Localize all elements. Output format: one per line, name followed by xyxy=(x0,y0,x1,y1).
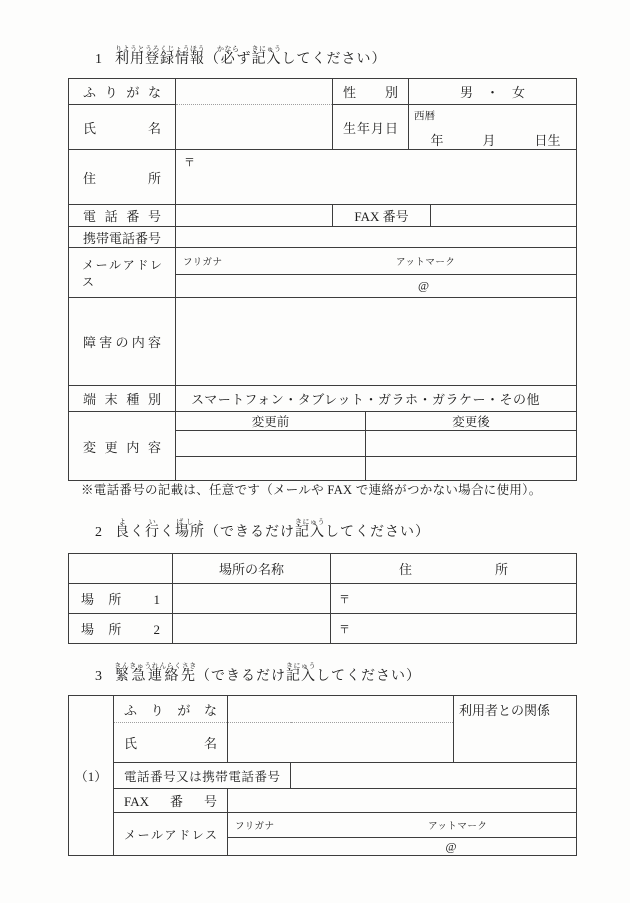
postal-mark: 〒 xyxy=(339,623,350,636)
email-kana-label: フリガナ xyxy=(183,258,223,268)
postal-mark: 〒 xyxy=(184,157,195,169)
postal-mark: 〒 xyxy=(339,593,350,606)
corner-cell xyxy=(69,554,173,584)
disability-label: 障害の内容 xyxy=(69,298,176,386)
table-row xyxy=(69,813,577,838)
contact-fax-label: FAX番号 xyxy=(114,789,228,813)
table-row xyxy=(69,696,577,723)
place-address-header: 住所 xyxy=(331,554,577,584)
contact-at-sign: @ xyxy=(445,839,457,853)
disability-input-cell[interactable] xyxy=(176,298,577,386)
section3-number: 3 xyxy=(95,669,102,684)
section2-title xyxy=(95,518,430,540)
email-input-cell[interactable] xyxy=(176,275,577,298)
contact-fax-input-cell[interactable] xyxy=(228,789,577,813)
table-row xyxy=(69,205,577,227)
contact-phone-label: 電話番号又は携帯電話番号 xyxy=(114,763,291,789)
fax-label: FAX 番号 xyxy=(333,205,431,227)
table-row xyxy=(69,554,577,584)
birthdate-label: 生年月日 xyxy=(333,105,409,150)
place1-label: 場所 1 xyxy=(69,584,173,614)
sex-options[interactable]: 男 ・ 女 xyxy=(409,79,577,105)
mobile-phone-input-cell[interactable] xyxy=(176,227,577,248)
contact1-group-label: （1） xyxy=(69,696,114,856)
contact-furigana-label: ふりがな xyxy=(114,696,228,723)
device-type-label: 端末種別 xyxy=(69,386,176,412)
at-sign: @ xyxy=(418,278,430,293)
furigana-input-cell[interactable] xyxy=(176,79,333,105)
frequent-places-table xyxy=(68,553,577,644)
place1-name-input-cell[interactable] xyxy=(173,584,331,614)
change-before-input-cell-2[interactable] xyxy=(176,457,366,481)
emergency-contact-table xyxy=(68,695,577,856)
registration-info-table xyxy=(68,78,577,481)
table-row xyxy=(69,298,577,386)
mobile-phone-label: 携帯電話番号 xyxy=(69,227,176,248)
furigana-label: ふりがな xyxy=(69,79,176,105)
contact-email-label: メールアドレス xyxy=(114,813,228,856)
device-type-options[interactable]: スマートフォン・タブレット・ガラホ・ガラケー・その他 xyxy=(176,386,577,412)
table-row xyxy=(69,789,577,813)
section3-title xyxy=(95,662,421,684)
table-row xyxy=(69,763,577,789)
email-kana-input-cell[interactable] xyxy=(176,248,577,275)
contact-name-input-cell[interactable] xyxy=(228,723,454,763)
section3-title-text: 緊急連絡先きんきゅうれんらくさき（できるだけ記入きにゅうしてください） xyxy=(114,662,421,684)
table-row xyxy=(69,248,577,275)
section2-number: 2 xyxy=(95,525,102,540)
section1-title-text: 利用登録情報りようとうろくじょうほう（必かならず記入きにゅうしてください） xyxy=(115,45,387,67)
place2-address-input-cell[interactable] xyxy=(331,614,577,644)
relation-input-cell[interactable] xyxy=(454,696,577,763)
change-before-header: 変更前 xyxy=(176,412,366,431)
name-label: 氏名 xyxy=(69,105,176,150)
section1-title xyxy=(95,45,387,67)
contact-phone-input-cell[interactable] xyxy=(291,763,577,789)
change-after-input-cell-2[interactable] xyxy=(366,457,577,481)
at-mark-label: アットマーク xyxy=(396,258,456,268)
table-row xyxy=(69,150,577,205)
sex-label: 性別 xyxy=(333,79,409,105)
contact-at-mark-label: アットマーク xyxy=(428,822,488,832)
email-label: メールアドレス xyxy=(69,248,176,298)
phone-label: 電話番号 xyxy=(69,205,176,227)
relation-label: 利用者との関係 xyxy=(459,703,551,718)
table-row xyxy=(69,227,577,248)
change-after-input-cell[interactable] xyxy=(366,431,577,457)
table-row xyxy=(69,584,577,614)
table-row xyxy=(69,412,577,431)
contact-name-label: 氏名 xyxy=(114,723,228,763)
table-row xyxy=(69,386,577,412)
western-calendar-label: 西暦 xyxy=(414,111,436,122)
contact-email-kana-label: フリガナ xyxy=(235,822,275,832)
table-row xyxy=(69,105,577,150)
section1-number: 1 xyxy=(95,52,102,67)
contact-email-input-cell[interactable] xyxy=(228,838,577,856)
place1-address-input-cell[interactable] xyxy=(331,584,577,614)
fax-input-cell[interactable] xyxy=(431,205,577,227)
phone-optional-note: ※電話番号の記載は、任意です（メールや FAX で連絡がつかない場合に使用）。 xyxy=(81,483,542,497)
place2-name-input-cell[interactable] xyxy=(173,614,331,644)
phone-input-cell[interactable] xyxy=(176,205,333,227)
table-row xyxy=(69,79,577,105)
contact-furigana-input-cell[interactable] xyxy=(228,696,454,723)
change-after-header: 変更後 xyxy=(366,412,577,431)
change-before-input-cell[interactable] xyxy=(176,431,366,457)
place-name-header: 場所の名称 xyxy=(173,554,331,584)
place2-label: 場所 2 xyxy=(69,614,173,644)
address-label: 住所 xyxy=(69,150,176,205)
contact-email-kana-input-cell[interactable] xyxy=(228,813,577,838)
name-input-cell[interactable] xyxy=(176,105,333,150)
table-row xyxy=(69,614,577,644)
change-label: 変更内容 xyxy=(69,412,176,481)
birthdate-input-cell[interactable] xyxy=(409,105,577,150)
section2-title-text: 良よく行いく場所ばしょ（できるだけ記入きにゅうしてください） xyxy=(115,518,430,540)
year-month-day-label: 年 月 日生 xyxy=(430,133,561,148)
address-input-cell[interactable] xyxy=(176,150,577,205)
